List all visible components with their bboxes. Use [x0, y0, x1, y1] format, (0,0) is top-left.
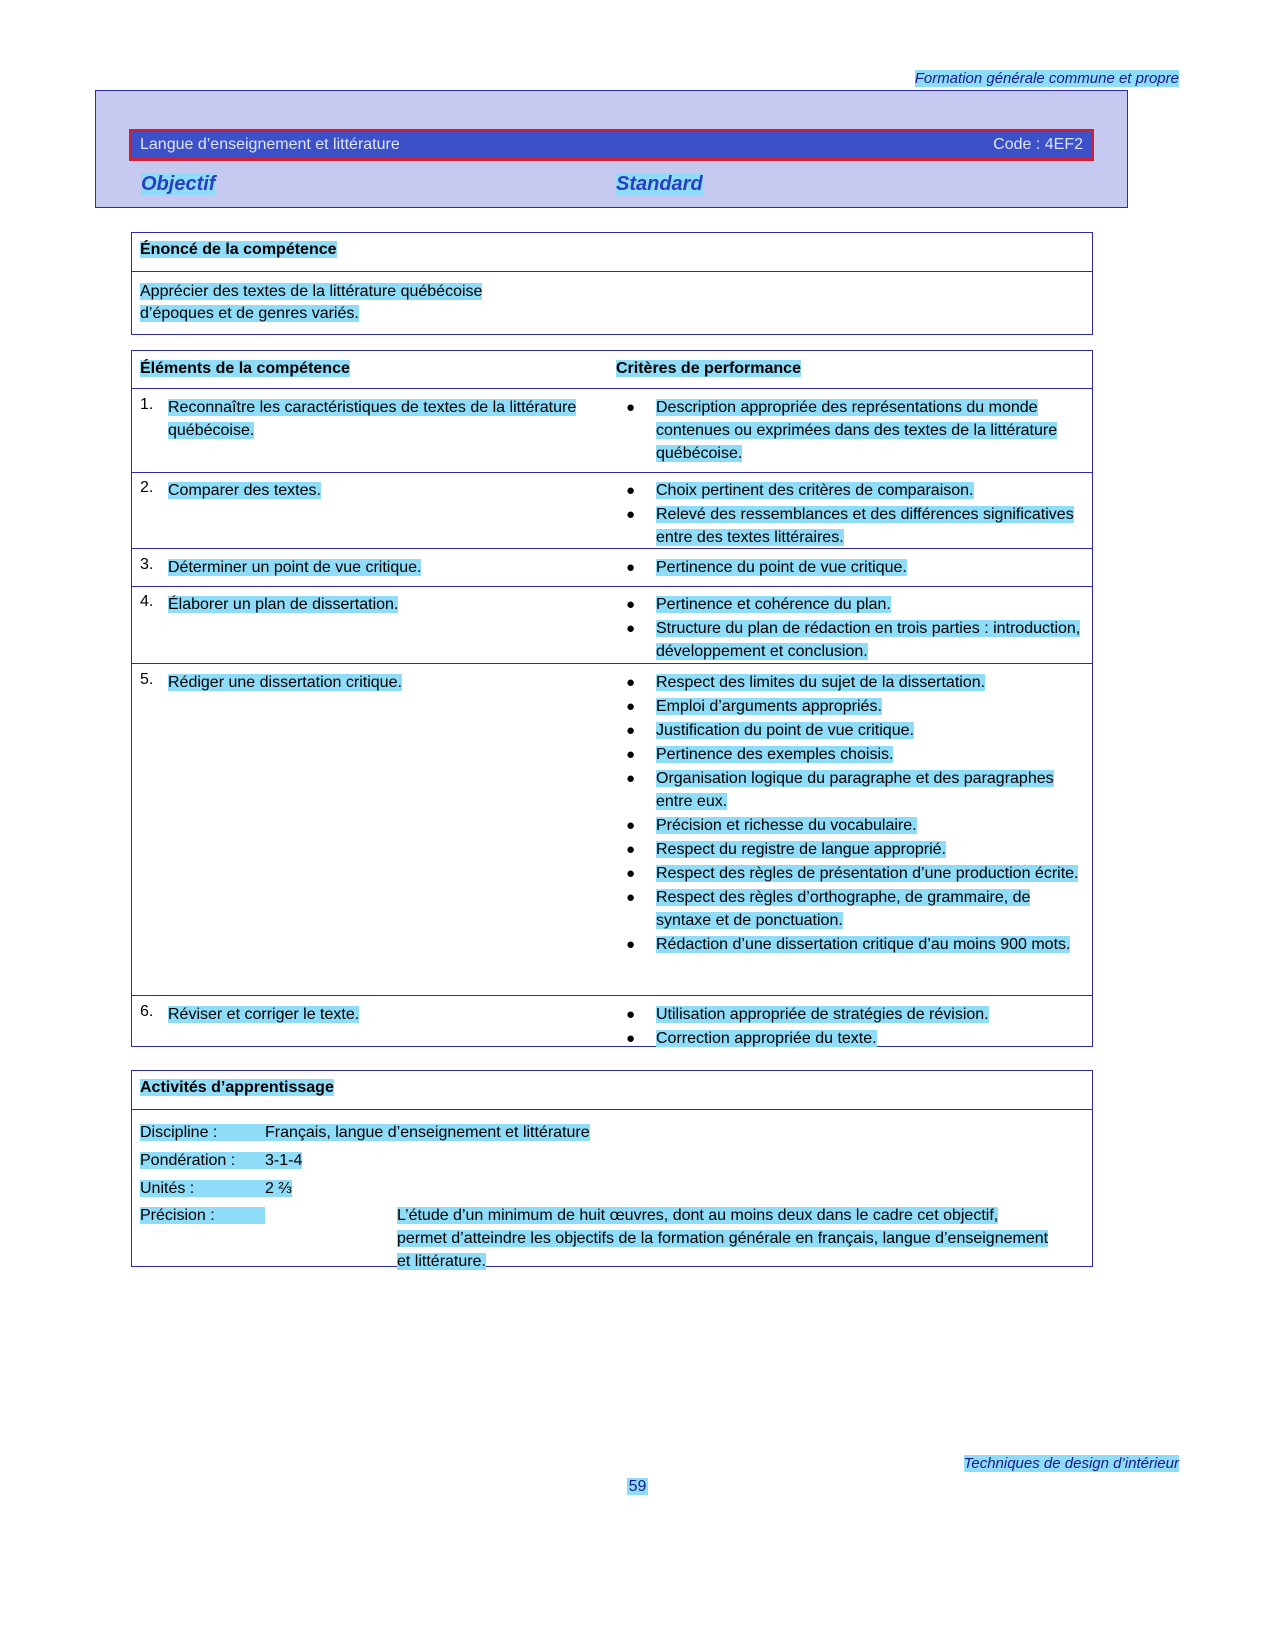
bullet-icon: ●	[626, 482, 636, 499]
discipline-value: Français, langue d’enseignement et littérature	[265, 1124, 590, 1141]
row-divider-2	[132, 548, 1092, 549]
row-divider-4	[132, 663, 1092, 664]
criterion: Relevé des ressemblances et des différences significatives entre des textes littéraires.	[656, 506, 1074, 546]
bullet-icon: ●	[626, 674, 636, 691]
header-right-note-text: Formation générale commune et propre	[914, 70, 1179, 87]
criterion: Respect des règles de présentation d’une production écrite.	[656, 865, 1079, 882]
criterion: Correction appropriée du texte.	[656, 1030, 877, 1047]
ponderation-value: 3-1-4	[265, 1152, 303, 1169]
enonce-line-2: d’époques et de genres variés.	[140, 305, 359, 322]
objectif-standard-row	[141, 173, 1081, 196]
unites-value: 2 ⅔	[265, 1180, 292, 1197]
bullet-icon: ●	[626, 936, 636, 953]
precision-label-wrap	[140, 1204, 265, 1227]
row-criteria	[616, 593, 1086, 664]
table-row	[132, 396, 1092, 471]
row-divider-5	[132, 995, 1092, 996]
row-element: Réviser et corriger le texte.	[168, 1006, 360, 1023]
row-element: Comparer des textes.	[168, 482, 321, 499]
bullet-icon: ●	[626, 559, 636, 576]
row-number: 1.	[140, 396, 154, 413]
enonce-line-1: Apprécier des textes de la littérature québécoise	[140, 283, 483, 300]
row-element: Élaborer un plan de dissertation.	[168, 596, 399, 613]
objectif-label: Objectif	[141, 173, 216, 195]
precision-text	[397, 1204, 1087, 1273]
criterion: Organisation logique du paragraphe et des paragraphes entre eux.	[656, 770, 1054, 810]
criterion: Justification du point de vue critique.	[656, 722, 914, 739]
col2-heading: Critères de performance	[616, 360, 801, 377]
criterion: Choix pertinent des critères de comparaison.	[656, 482, 974, 499]
ponderation-label: Pondération :	[140, 1152, 236, 1169]
row-number: 4.	[140, 593, 154, 610]
header-right-note	[915, 70, 1179, 87]
enonce-heading-text: Énoncé de la compétence	[140, 241, 337, 258]
bullet-icon: ●	[626, 770, 636, 787]
row-divider-1	[132, 472, 1092, 473]
bullet-icon: ●	[626, 865, 636, 882]
bullet-icon: ●	[626, 399, 636, 416]
discipline-label: Discipline :	[140, 1124, 218, 1141]
criterion: Précision et richesse du vocabulaire.	[656, 817, 917, 834]
activites-divider	[132, 1109, 1092, 1110]
elements-table-header	[132, 351, 1092, 388]
bullet-icon: ●	[626, 889, 636, 906]
bullet-icon: ●	[626, 698, 636, 715]
course-code-bar	[129, 129, 1094, 161]
table-row	[132, 1003, 1092, 1048]
unites-label: Unités :	[140, 1180, 195, 1197]
row-criteria	[616, 479, 1086, 550]
bullet-icon: ●	[626, 1030, 636, 1047]
course-title: Langue d’enseignement et littérature	[140, 136, 400, 153]
precision-line-3: et littérature.	[397, 1253, 486, 1270]
row-element: Reconnaître les caractéristiques de textes de la littérature québécoise.	[168, 399, 577, 439]
criterion: Respect des règles d’orthographe, de grammaire, de syntaxe et de ponctuation.	[656, 889, 1031, 929]
row-divider-3	[132, 586, 1092, 587]
precision-line-2: permet d’atteindre les objectifs de la formation générale en français, langue d’enseignement	[397, 1230, 1049, 1247]
row-number: 2.	[140, 479, 154, 496]
bullet-icon: ●	[626, 841, 636, 858]
unites-line	[140, 1177, 292, 1200]
row-element: Rédiger une dissertation critique.	[168, 674, 402, 691]
criterion: Emploi d’arguments appropriés.	[656, 698, 882, 715]
precision-line-1: L’étude d’un minimum de huit œuvres, dont au moins deux dans le cadre cet objectif,	[397, 1207, 999, 1224]
course-code: Code : 4EF2	[993, 136, 1083, 153]
row-criteria	[616, 671, 1086, 957]
criterion: Utilisation appropriée de stratégies de révision.	[656, 1006, 989, 1023]
bullet-icon: ●	[626, 817, 636, 834]
table-row	[132, 479, 1092, 554]
elements-table	[131, 350, 1093, 1047]
table-row	[132, 671, 1092, 993]
activites-heading: Activités d’apprentissage	[140, 1079, 334, 1096]
activites-box	[131, 1070, 1093, 1270]
enonce-body	[140, 281, 482, 325]
bullet-icon: ●	[626, 506, 636, 523]
bullet-icon: ●	[626, 746, 636, 763]
title-band	[95, 90, 1128, 208]
criterion: Structure du plan de rédaction en trois parties : introduction, développement et conclusion.	[656, 620, 1081, 660]
standard-label: Standard	[616, 173, 703, 195]
enonce-box	[131, 232, 1093, 335]
row-element: Déterminer un point de vue critique.	[168, 559, 422, 576]
criterion: Pertinence des exemples choisis.	[656, 746, 894, 763]
discipline-line	[140, 1121, 590, 1144]
row-criteria	[616, 396, 1086, 466]
row-criteria	[616, 556, 1086, 580]
bullet-icon: ●	[626, 620, 636, 637]
row-number: 3.	[140, 556, 154, 573]
row-divider-head	[132, 388, 1092, 389]
criterion: Respect du registre de langue approprié.	[656, 841, 946, 858]
criterion: Rédaction d’une dissertation critique d’au moins 900 mots.	[656, 936, 1071, 953]
row-number: 5.	[140, 671, 154, 688]
bullet-icon: ●	[626, 596, 636, 613]
precision-label: Précision :	[140, 1207, 215, 1224]
bullet-icon: ●	[626, 722, 636, 739]
criterion: Respect des limites du sujet de la dissertation.	[656, 674, 986, 691]
col1-heading: Éléments de la compétence	[140, 360, 350, 377]
row-number: 6.	[140, 1003, 154, 1020]
enonce-heading	[140, 241, 337, 259]
table-row	[132, 593, 1092, 663]
criterion: Pertinence du point de vue critique.	[656, 559, 907, 576]
table-row	[132, 556, 1092, 586]
row-criteria	[616, 1003, 1086, 1051]
ponderation-line	[140, 1149, 302, 1172]
enonce-divider	[132, 271, 1092, 272]
bullet-icon: ●	[626, 1006, 636, 1023]
page-number: 59	[628, 1478, 647, 1495]
footer-right-note: Techniques de design d’intérieur	[963, 1455, 1179, 1472]
criterion: Description appropriée des représentations du monde contenues ou exprimées dans des textes de la littérature québécoise.	[656, 399, 1058, 462]
criterion: Pertinence et cohérence du plan.	[656, 596, 891, 613]
